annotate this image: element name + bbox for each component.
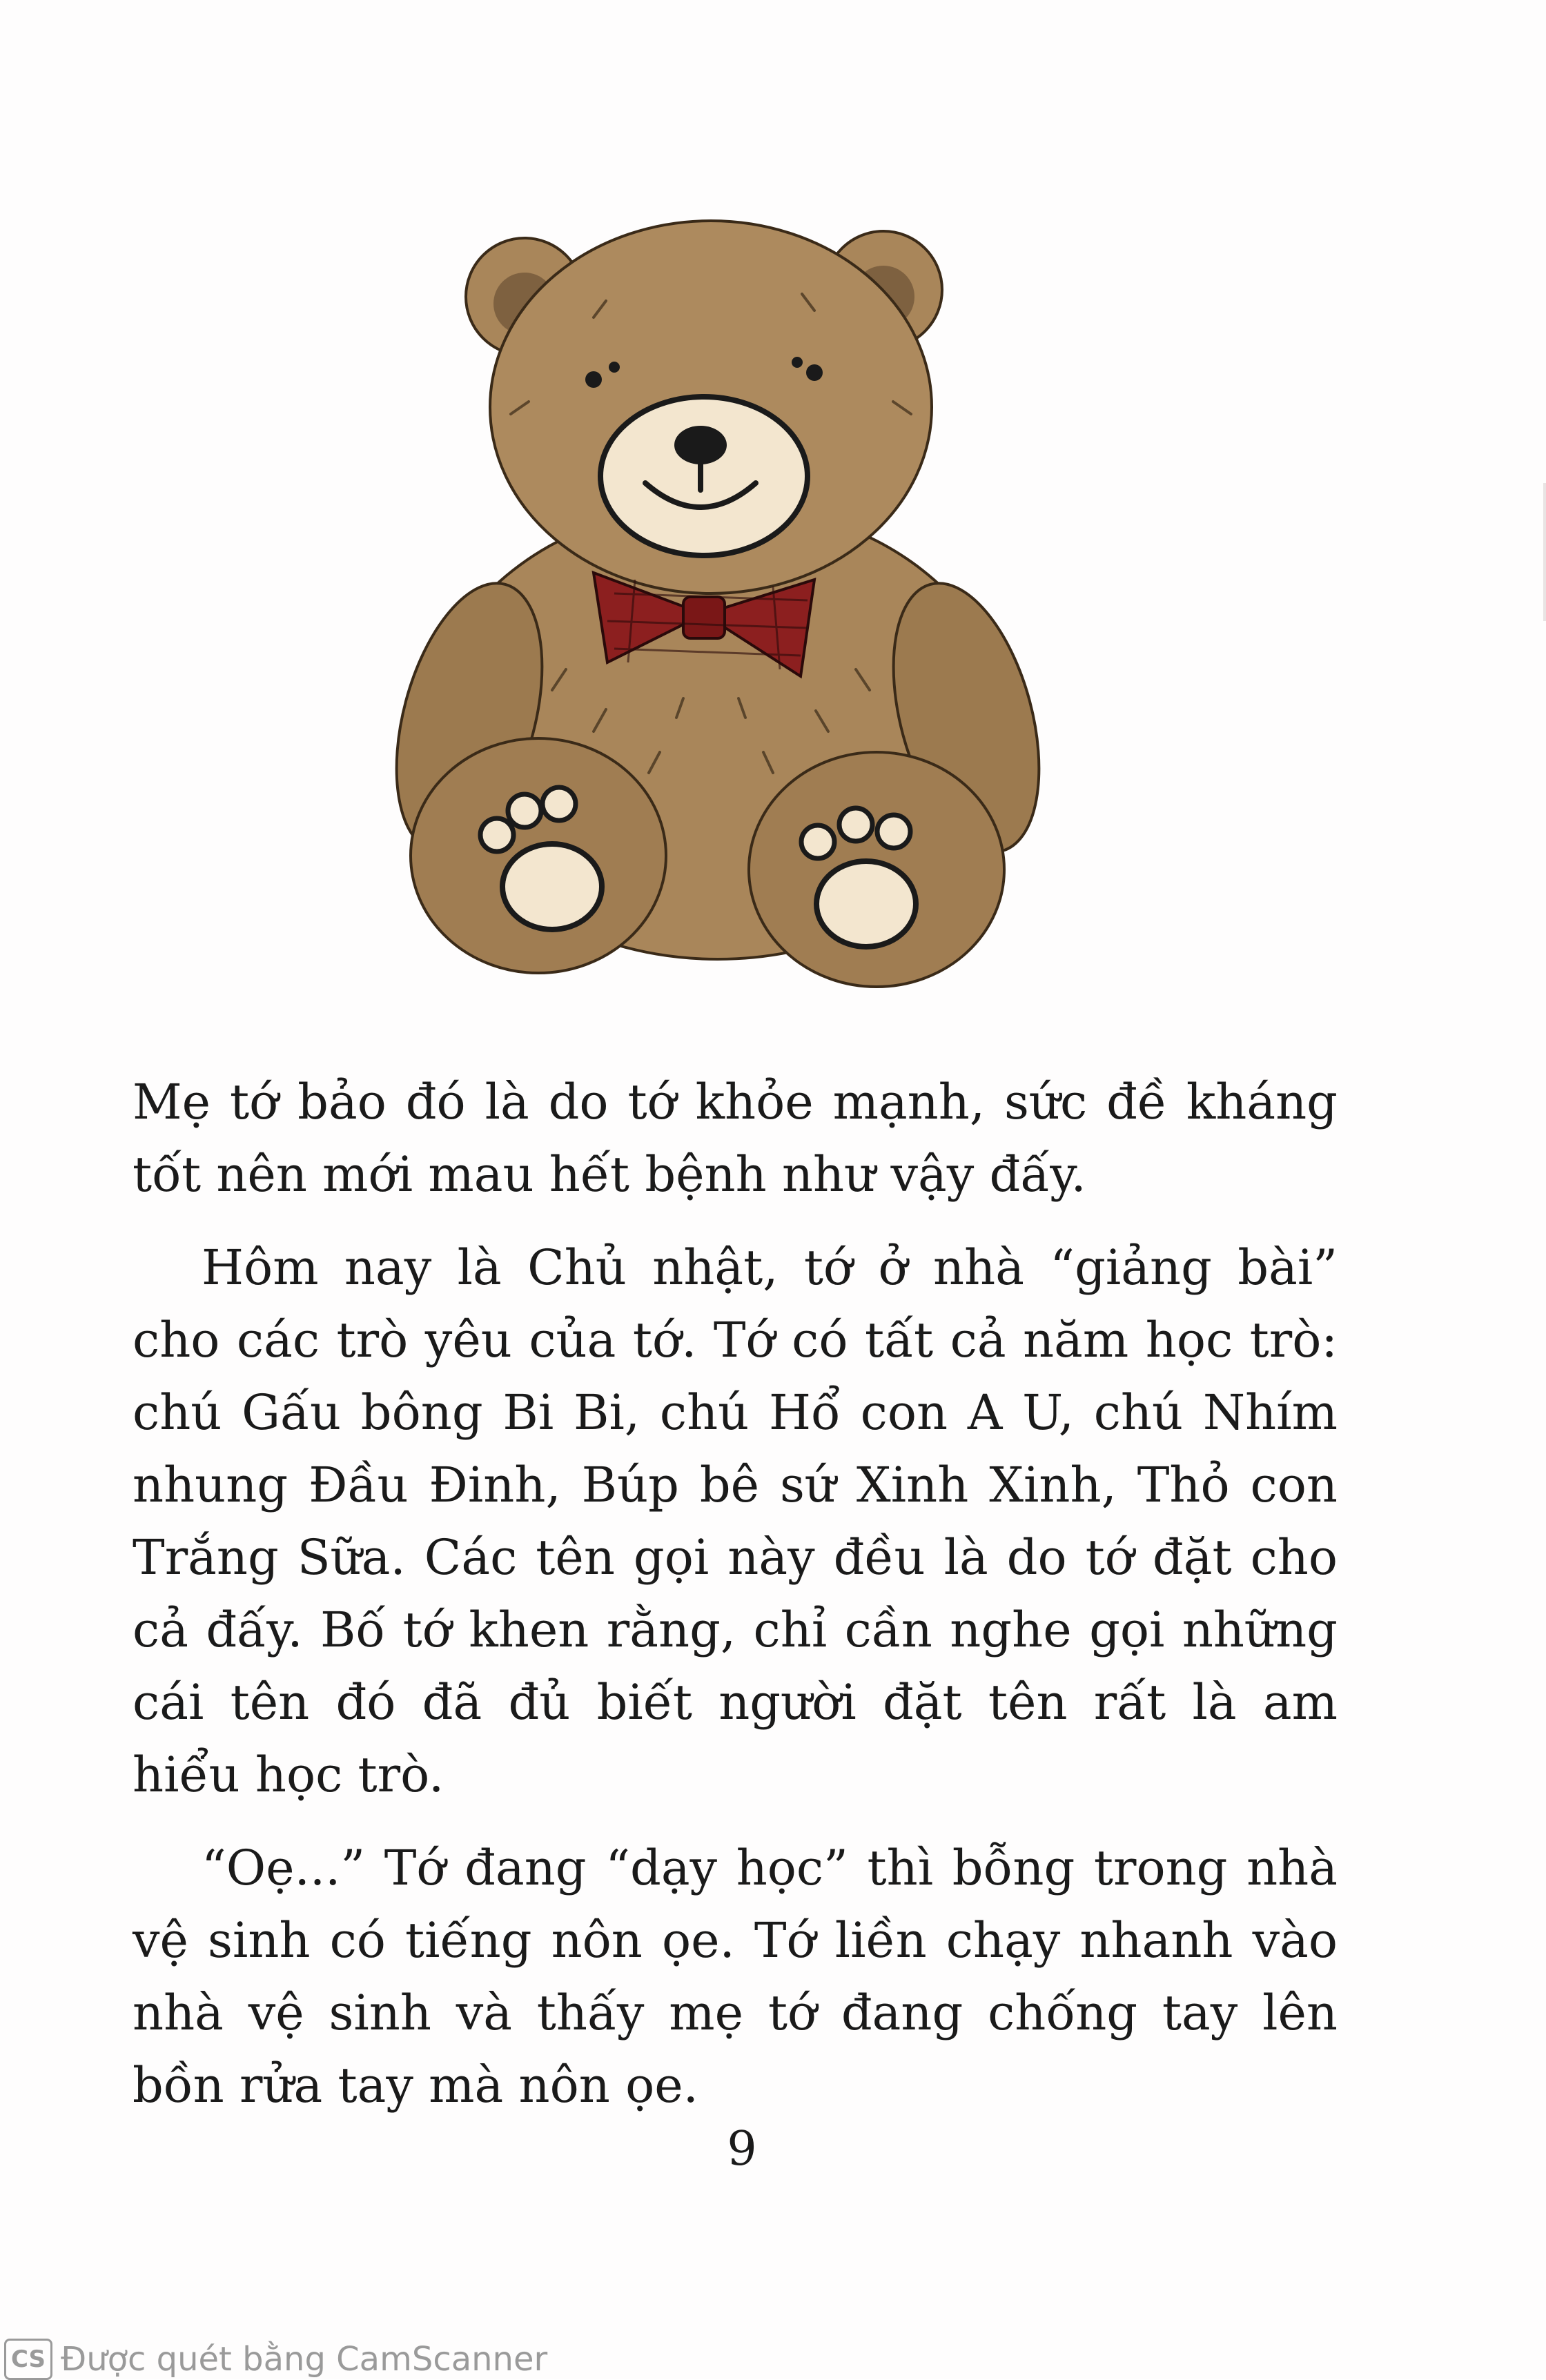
scan-edge (1543, 483, 1546, 621)
teddy-bear-illustration (386, 207, 1049, 1001)
paragraph-1: Mẹ tớ bảo đó là do tớ khỏe mạnh, sức đề kháng tốt nên mới mau hết bệnh như vậy đấy. (133, 1074, 1338, 1203)
camscanner-logo-icon: CS (4, 2339, 52, 2380)
body-text (133, 1066, 1338, 2143)
watermark-text: Được quét bằng CamScanner (61, 2340, 548, 2379)
paragraph-3: “Oẹ...” Tớ đang “dạy học” thì bỗng trong nhà vệ sinh có tiếng nôn ọe. Tớ liền chạy nhanh vào nhà vệ sinh và thấy mẹ tớ đang chống tay lên bồn rửa tay mà nôn ọe. (133, 1840, 1338, 2114)
page-number: 9 (727, 2122, 757, 2176)
paragraph-2: Hôm nay là Chủ nhật, tớ ở nhà “giảng bài” cho các trò yêu của tớ. Tớ có tất cả năm học trò: chú Gấu bông Bi Bi, chú Hổ con A U, chú Nhím nhung Đầu Đinh, Búp bê sứ Xinh Xinh, Thỏ con Trắng Sữa. Các tên gọi này đều là do tớ đặt cho cả đấy. Bố tớ khen rằng, chỉ cần nghe gọi những cái tên đó đã đủ biết người đặt tên rất là am hiểu học trò. (133, 1239, 1338, 1803)
camscanner-watermark (4, 2339, 547, 2379)
